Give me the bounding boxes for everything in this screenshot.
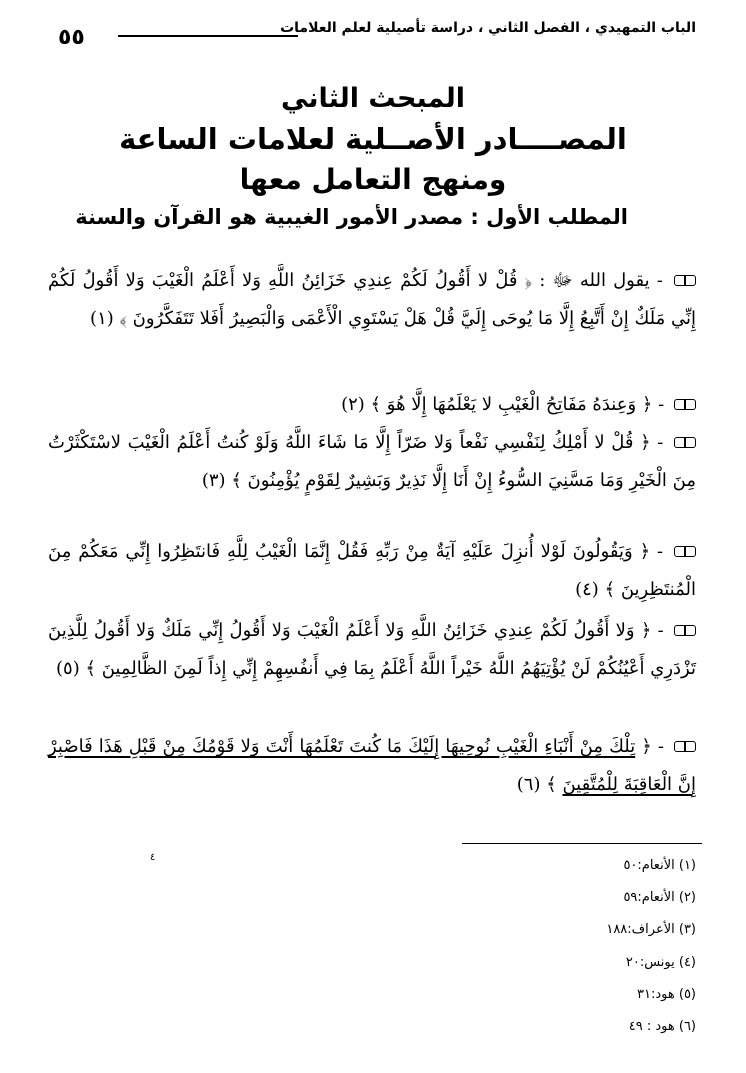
verse-prefix: - ﴿ [641,394,665,415]
footnote-item: (٣) الأعراف:١٨٨ [606,922,696,938]
footnote-rule [462,843,702,844]
verse-ref: ﴾ (٣) [201,470,242,491]
verse-paragraph-5 [48,612,696,688]
section-subtitle-2: ومنهج التعامل معها [239,163,507,196]
section-title: المبحث الثاني [281,83,465,114]
footnote-item: (١) الأنعام:٥٠ [623,858,696,873]
subheading: المطلب الأول : مصدر الأمور الغيبية هو القرآن والسنة [75,205,628,229]
verse-text: قُلْ لا أَقُولُ لَكُمْ عِندِي خَزَائِنُ اللَّهِ وَلا أَعْلَمُ الْغَيْبَ وَلا أَقُولُ لَكُمْ إِنِّي مَلَكٌ إِنْ أَتَّبِعُ إِلَّا مَا يُوحَى إِلَيَّ قُلْ هَلْ يَسْتَوِي الْأَعْمَى وَالْبَصِيرُ أَفَلا تَتَفَكَّرُونَ [48,270,696,329]
verse-text: وَيَقُولُونَ لَوْلا أُنزِلَ عَلَيْهِ آيَةٌ مِنْ رَبِّهِ فَقُلْ إِنَّمَا الْغَيْبُ لِلَّهِ فَانتَظِرُوا إِنِّي مَعَكُمْ مِنَ الْمُنتَظِرِينَ [48,541,696,600]
section-subtitle: المصــــادر الأصــلية لعلامات الساعة [119,122,627,156]
verse-prefix: - ﴿ [639,541,664,562]
book-icon [674,399,696,411]
stray-mark: ٤ [150,852,156,863]
book-icon [674,741,696,753]
verse-paragraph-6 [48,728,696,804]
verse-ref: ﴾ (٦) [516,774,557,795]
verse-paragraph-3 [48,424,696,500]
footnote-item: (٤) يونس:٢٠ [625,954,696,970]
verse-text: قُلْ لا أَمْلِكُ لِنَفْسِي نَفْعاً وَلا ضَرّاً إِلَّا مَا شَاءَ اللَّهُ وَلَوْ كُنتُ أَعْلَمُ الْغَيْبَ لاسْتَكْثَرْتُ مِنَ الْخَيْرِ وَمَا مَسَّنِيَ السُّوءُ إِنْ أَنَا إِلَّا نَذِيرٌ وَبَشِيرٌ لِقَوْمٍ يُؤْمِنُونَ [48,432,696,491]
verse-text: تِلْكَ مِنْ أَنْبَاءِ الْغَيْبِ نُوحِيهَا إِلَيْكَ مَا كُنتَ تَعْلَمُهَا أَنْتَ وَلا قَوْمُكَ مِنْ قَبْلِ هَذَا فَاصْبِرْ إِنَّ الْعَاقِبَةَ لِلْمُتَّقِينَ [48,736,696,795]
footnotes [606,850,696,1043]
verse-prefix: - يقول الله ﷻ : ﴿ [524,270,663,291]
verse-ref: ﴾ (٥) [55,658,96,679]
footnote-item: (٢) الأنعام:٥٩ [623,890,696,906]
verse-text: وَعِندَهُ مَفَاتِحُ الْغَيْبِ لا يَعْلَمُهَا إِلَّا هُوَ [386,394,637,415]
running-header: الباب التمهيدي ، الفصل الثاني ، دراسة تأصيلية لعلم العلامات [280,20,696,36]
page-number: ٥٥ [58,25,85,50]
footnote-item: (٥) هود:٣١ [637,986,696,1002]
verse-paragraph-2 [48,386,696,424]
verse-ref: ﴾ (٤) [575,579,616,600]
verse-prefix: - ﴿ [640,432,664,453]
verse-ref: ﴾ (٢) [341,394,382,415]
header-rule [118,35,298,37]
verse-prefix: - ﴿ [640,620,664,641]
book-icon [674,625,696,637]
book-icon [674,275,696,287]
verse-prefix: - ﴿ [641,736,664,757]
book-icon [674,437,696,449]
verse-ref: ﴾ (١) [90,308,127,329]
verse-text: وَلا أَقُولُ لَكُمْ عِندِي خَزَائِنُ اللَّهِ وَلا أَعْلَمُ الْغَيْبَ وَلا أَقُولُ إِنِّي مَلَكٌ وَلا أَقُولُ لِلَّذِينَ تَزْدَرِي أَعْيُنُكُمْ لَنْ يُؤْتِيَهُمُ اللَّهُ خَيْراً اللَّهُ أَعْلَمُ بِمَا فِي أَنفُسِهِمْ إِنِّي إِذاً لَمِنَ الظَّالِمِينَ [48,620,696,679]
verse-paragraph-4 [48,533,696,609]
verse-paragraph-1 [48,262,696,338]
book-icon [674,546,696,558]
footnote-item: (٦) هود : ٤٩ [628,1019,696,1035]
